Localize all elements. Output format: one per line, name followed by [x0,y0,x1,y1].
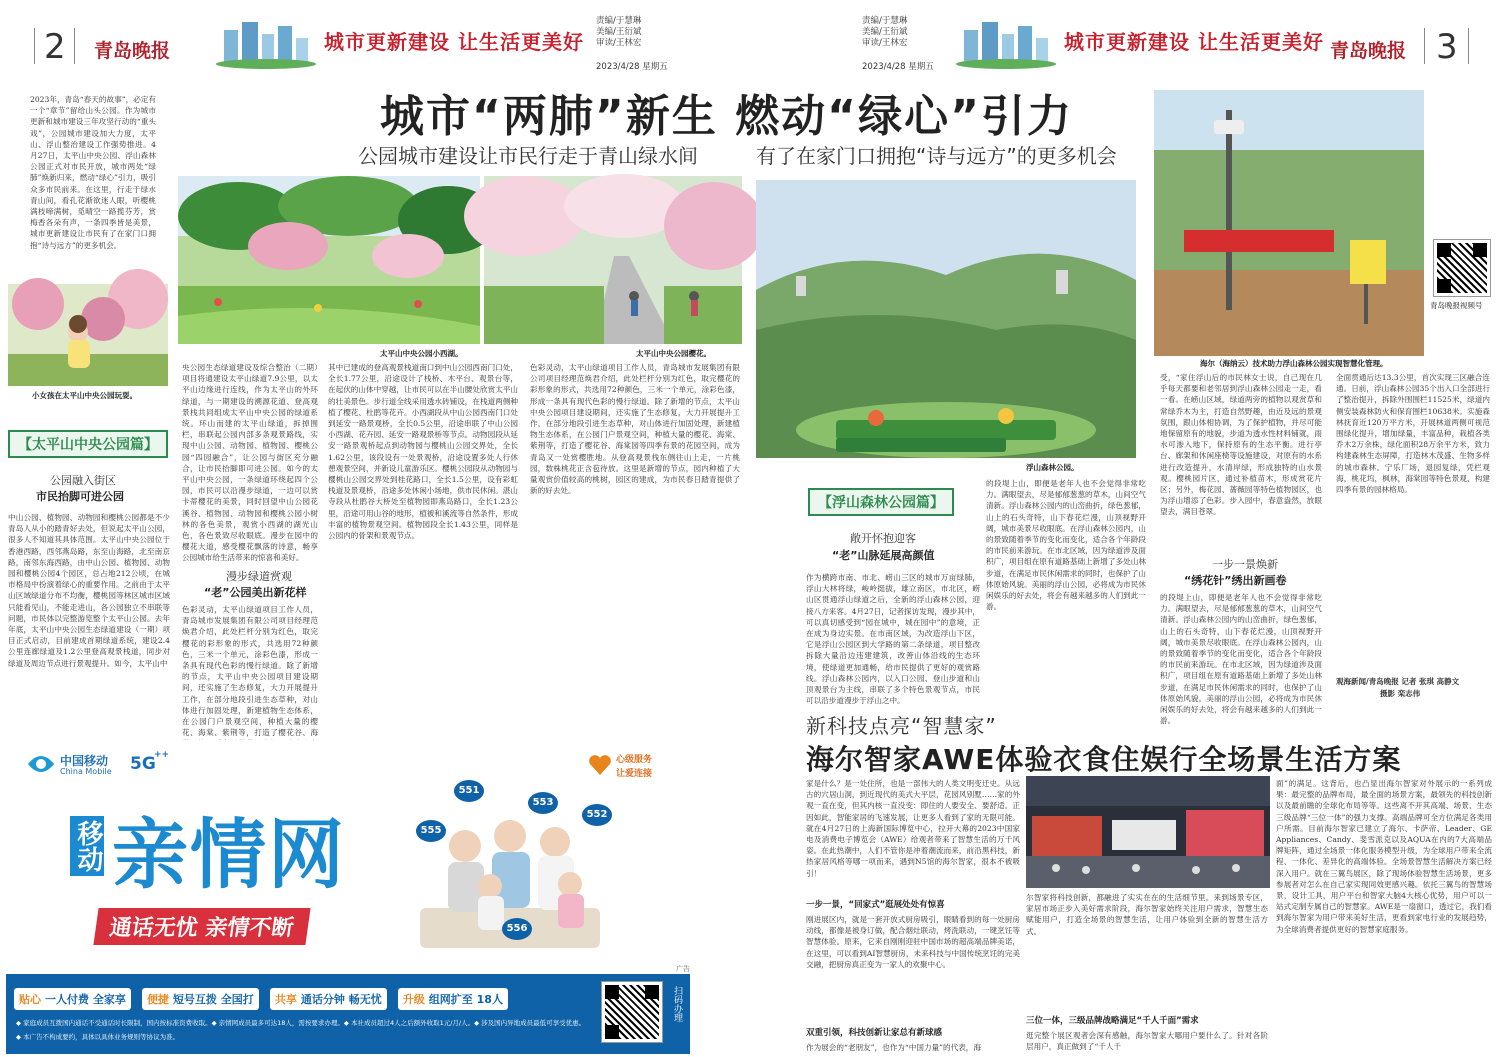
right-editors [862,16,907,49]
fushan-column-1: 作为横跨市南、市北、崂山三区的城市万亩绿肺，浮山大林将绿，峻岭挺拔，雄立南区，市北区，崂山区贯通浮山绿道之后，全新的浮山森林公园，迎接八方来客。4月27日，记者探访发现，漫步其中，可以真切感受到“园在城中，城在园中”的意境，正在成为身边实景。在市南区域，为改造浮山下区，它是浮山公园区到大学路的第二条绿道，项目整改拆除大量沿边违建建筑，改善山体沿线的生态环境，使绿道更加通畅，给市民提供了更好的观赏路线。浮山森林公园内，以入口公园、登山步道和山顶观景台为主线，串联了多个特色景观节点，市民可以沿步道漫步于浮山之中。 [806,573,980,706]
china-mobile-brand: 中国移动 [60,754,109,768]
right-page-number: 3 [1436,27,1458,67]
main-headline: 城市“两肺”新生 燃动“绿心”引力 [380,91,1073,142]
ad-feature-list [14,988,514,1010]
ad-feature-bar [6,974,690,1054]
ad-feature-text: 短号互拨 全国打 [172,993,254,1006]
ad-number-bubble: 551 [454,780,484,802]
ad-feature-tag: 便捷 [146,993,169,1006]
fushan-subhead-2b: “绣花针”绣出新画卷 [1184,574,1287,587]
ad-mark: 广告 [676,965,690,973]
fushan-column-2: 的段堤上山，即便是老年人也不会觉得非常吃力。满眼望去，尽是郁郁葱葱的草木，山间空气清新。浮山森林公园内的山峦曲折，绿色葱郁，山上的石头奇特，山下春花烂漫，山顶视野开阔，城市美景尽收眼底。在浮山森林公园内，山的景致随着季节的变化而变化，适合各个年龄段的市民前来游玩。在市北区域，因为绿道涉及面积广，项目组在原有道路基础上新增了多处山林步道，在满足市民休闲需求的同时，也保护了山体原始风貌。美丽的浮山公园，必将成为市民休闲娱乐的好去处，将会有越来越多的人们到此一游。 [986,479,1146,612]
right-banner-slogan: 城市更新建设 让生活更美好 [1064,30,1324,54]
taiping-column-2b: 色彩灵动，太平山绿道项目工作人员，青岛城市发展集团有限公司项目经理范焕君介绍，此处栏杆分别为红色，取完樱花的彩形象的形式，共选用72种颜色，三米一个单元，涂彩色漆，形成一条具有现代色彩的慢行绿道。除了新增的节点，太平山中央公园项目建设期间，还实施了生态修复，大力开展提升工作，在部分地段引进生态草种，对山体进行加固处理，新建植物生态体系，在公园门户景观空间，种植大量的樱花、海棠、紫荆等，打造了樱花谷、海 [182,605,318,738]
ad-qr-code[interactable] [602,982,662,1042]
ad-feature-tag: 升级 [402,993,425,1006]
right-banner-skyline-icon [954,20,1058,68]
subheadline-right: 有了在家门口拥抱“诗与远方”的更多机会 [756,144,1117,168]
ad-slogan-right-1: 心级服务 [616,755,653,765]
ad-number-bubble: 552 [582,804,612,826]
ad-number-bubble: 553 [528,792,558,814]
section-tag-taiping: 【太平山中央公园篇】 [8,430,168,458]
caption-cherry: 太平山中央公园樱花。 [636,349,711,358]
photo-child-in-park [8,284,168,386]
ad-feature-text: 通话分钟 畅无忧 [300,993,382,1006]
ad-feature-tag: 贴心 [19,993,41,1006]
right-page-number-divider [1424,28,1425,64]
awe-kicker: 新科技点亮“智慧家” [806,714,997,738]
left-banner-slogan: 城市更新建设 让生活更美好 [324,30,584,54]
caption-qr-right: 青岛晚报视频号 [1430,301,1483,310]
ad-feature-chip[interactable] [270,988,387,1010]
awe-subhead-1: 一步一景，“回家式”逛展处处有惊喜 [806,900,945,910]
editor-line: 审读/王林宏 [862,38,908,48]
photo-taiping-west-lake [178,176,480,344]
ad-feature-text: 一人付费 全家享 [45,993,126,1006]
center-editors-left [596,16,641,49]
ad-feature-text: 组网扩至 18人 [428,993,503,1006]
ad-feature-chip[interactable] [142,988,259,1010]
fushan-flowerbed-sign [836,438,1006,452]
editor-line: 责编/于慧琳 [862,16,908,26]
awe-column-1: 家是什么？是一处住所，也是一部伟大的人类文明变迁史。从远古的穴居山洞，到近现代的美式大平层，花园风别墅……家的外观一直在变，但其内核一直没变：即住的人要安全、要舒适。正因如此，智能家居的飞速发展，让更多人看到了家的无限可能。就在4月27日的上海新国际博览中心，拉开大幕的2023中国家电及消费电子博览会（AWE）给观者带来了智慧生活的万千风姿。在此热潮中，人们不管你是冲着潮流而来，前沿黑科技，新热家居风格等哪一项而来，遇到N5馆的海尔智家，很本不被吸引！ [806,779,1020,878]
ad-feature-tag: 共享 [274,993,297,1006]
ad-number-bubble: 555 [416,820,446,842]
caption-fushan: 浮山森林公园。 [1026,463,1079,472]
china-mobile-logo-icon [26,752,56,776]
photo-awe-expo-hall [1026,776,1270,888]
china-mobile-ad[interactable] [6,740,690,1054]
fushan-column-3b: 的段堤上山，即便是老年人也不会觉得非常吃力。满眼望去，尽是郁郁葱葱的草木，山间空气清新。浮山森林公园内的山峦曲折，绿色葱郁，山上的石头奇特，山下春花烂漫，山顶视野开阔，城市美景尽收眼底。在浮山森林公园内，山的景致随着季节的变化而变化，适合各个年龄段的市民前来游玩。在市北区域，因为绿道涉及面积广，项目组在原有道路基础上新增了多处山林步道，在满足市民休闲需求的同时，也保护了山体原始风貌。美丽的浮山公园，必将成为市民休闲娱乐的好去处，将会有越来越多的人们到此一游。 [1160,593,1322,726]
editor-line: 美编/王衍斌 [596,27,642,37]
right-date: 2023/4/28 星期五 [862,62,934,72]
taiping-column-1: 中山公园、植物园、动物园和樱桃公园都是不少青岛人从小的踏青好去处，但说起太平山公园，很多人不知道其具体范围。太平山中央公园位于香港西路，西邻燕岛路，东至山海路，北至南京路，南邻东海西路，由中山公园、植物园、动物园和樱桃公园4个园区，总占地212公顷，在城市格局中扮演着绿心的重要作用。之前由于太平山区域绿道分布不均衡，樱桃园等林区城市区域只能看见山，不能走进山，各公园独立不串联等问题，市民体以完整游览整个太平山公园。去年年底，太平山中央公园生态绿道建设（一期）项目正式启动，目前建成首期绿道系统，建设2.4公里连廊绿道及1.2公里登高观景栈道，同步对绿道及周边节点进行景观提升。如今，太平山中 [8,513,170,668]
photo-taiping-cherry [484,176,742,344]
left-page-number-divider-2 [74,28,75,64]
ad-feature-chip[interactable] [14,988,131,1010]
right-qr-code[interactable] [1434,240,1490,296]
awe-headline: 海尔智家AWE体验衣食住娱行全场景生活方案 [806,743,1402,776]
awe-column-3: 面”的满足。这背后，也凸显出海尔智家对外展示的一系列成果：最完整的品牌布局，最全面的场景方案，最领先的科技创新以及最前瞻的全球化布局等等。这些离不开其高端、场景、生态三级品牌“三位一体”的强力支撑。高端品牌可全方位满足各类用户所需。目前海尔智家已建立了海尔、卡萨帝、Leader、GE Appliances、Candy、斐雪派克以及AQUA在内的7大高端品牌矩阵，通过全场景一体化服务模型升级，为全球用户带来全流程、一体化、差异化的高端体验。全场景智慧生活解决方案已经深入用户。就在三翼鸟展区，除了现场体验智慧生活场景，更多参展者对怎么在自己家实现同效更感兴趣。依托三翼鸟的智慧场景，设计工具，用户平台和智家大脑4大核心优势，用户可以一站式定制专属自己的智慧家。AWE是一扇窗口，透过它，我们看到海尔智家为用户带来美好生活，更看到家电行业的发展趋势，为全球消费者提供更好的智慧家庭服务。 [1276,779,1492,934]
left-banner-skyline-icon [214,20,318,68]
center-date-left: 2023/4/28 星期五 [596,62,668,72]
ad-number-bubble: 556 [502,918,532,940]
taiping-column-4: 色彩灵动，太平山绿道项目工作人员，青岛城市发展集团有限公司项目经理范焕君介绍，此处栏杆分别为红色，取完樱花的彩形象的形式，共选用72种颜色，三米一个单元，涂彩色漆，形成一条具有现代色彩的慢行绿道。除了新增的节点，太平山中央公园项目建设期间，还实施了生态修复，大力开展提升工作，在部分地段引进生态草种，对山体进行加固处理，新建植物生态体系，在公园门户景观空间，种植大量的樱花、海棠、紫荆等，打造了樱花谷、海棠园等四季有景的花园空间，成为青岛又一处赏樱胜地。从登高观景栈东侧往山上走，一片桃园，数株桃花正含苞待放。这里是新增的节点，园内种植了大量观赏价值较高的桃树，园区的建成，为市民春日踏青提供了新的好去处。 [530,363,740,496]
fushan-subhead-2a: 一步一景焕新 [1212,558,1278,571]
ad-title-main: 亲情网 [112,810,346,899]
awe-column-2b: 逛完整个展区观者会深有感触，海尔智家大哪用户要什么了。针对各阶层用户，真正做到了“千人千 [1026,1031,1268,1052]
left-page-number-divider [34,28,35,64]
editor-line: 审读/王林宏 [596,38,642,48]
ad-title-small: 移动 [70,816,104,876]
awe-column-2: 尔智家将科技创新，都融进了实实在在的生活细节里。来到场景专区，家居市场正步入美好需求阶段，海尔智家始终关注用户需求，智慧生态赋能用户，打造全场景的智慧生活，让用户体验到全新的智慧生活方式。 [1026,893,1268,936]
caption-haier-fire: 海尔（海纳云）技术助力浮山森林公园实现智慧化管理。 [1200,359,1388,368]
taiping-column-2: 央公园生态绿道建设及综合整治（二期）项目将通建设太平山绿道7.9公里，以太平山边缘进行连线，作为太平山的外环绿道，与一期建设的溯源花道、登高观景栈共同组成太平山中央公园的绿道系统。环山而建的太平山绿道，拆掉围栏，串联起公园内部多条观景路线，实现中山公园、动物园、植物园、樱桃公园“四园融合”，让公园与街区充分融合，让市民抬脚即可进公园。如今的太平山中央公园，一条绿道环绕起四个公园，市民可以沿漫步绿道，一边可以赏卡蒂樱花的美景，同时回望中山公园花溪谷、植物园、动物园和樱桃公园小树林的各色美景，观赏小西湖的湖光山色，各色景致尽收眼底。漫步在园中的樱花大道，感受樱花飘落的诗意，畅享公园城市给生活带来的惊喜和美好。 [182,363,318,563]
photo-haier-fire-camera [1154,90,1424,356]
awe-subhead-2: 双重引领，科技创新让家总有新球感 [806,1028,943,1038]
heart-service-icon [588,754,612,776]
fushan-byline-2: 摄影 栾志伟 [1380,689,1421,698]
section-tag-fushan: 【浮山森林公园篇】 [808,488,954,516]
taiping-column-3: 其中已建成的登高观景栈道南口到中山公园西南门口处，全长1.77公里，沿途设计了栈桥、木平台、观景台等，在起伏的山体中穿越，让市民可以在半山腰处欣赏太平山的壮美景色。步行道全线采用透水砖铺设，在栈道两侧种植了樱花、杜鹃等花卉。小西湖段从中山公园西南门口处到延安一路景观桥，全长0.5公里，沿途串联了中山公园小西湖、花卉园、延安一路观景桥等节点。动物园段从延安一路景观桥起点到动物园与樱桃山公园交界处，全长1.62公里，该段设有一处景观桥，沿途设置多处人行休憩观景空间，并新设儿童游乐区。樱桃公园段从动物园与樱桃山公园交界处到桂花路口，全长1.5公里，设有彩虹栈道及景观桥，沿途多处休闲小场地，供市民休闲。湛山寺段从杜鹃谷大桥处至植物园即燕岛路口，全长1.23公里，沿途可用山谷的地形，植被和溪流等自然条件，形成丰富的植物景观空间。植物园段全长1.43公里，同样是公园内的骨架和景观节点。 [328,363,518,541]
taiping-subhead-1b: 市民抬脚可进公园 [36,490,124,503]
fushan-subhead-1a: 敞开怀抱迎客 [850,532,916,545]
subheadline-left: 公园城市建设让市民行走于青山绿水间 [358,144,698,168]
fushan-column-3: 受，“家住浮山后的市民林女士说，自己现在几乎每天都要和老邻居到浮山森林公园走一走，看一看。在崂山区域，绿道两旁的植物以观赏草和常绿乔木为主，打造自然野趣，由近及远的景观氛围，跟山体相协调，为了保护植物，并尽可能地保留原有的地貌，步道为透水性材料铺就，雨水可渗入地下，保持原有的生态平衡。进行亭台、廊架和休闲座椅等设施建设，对原有的水系进行改造提升，水清岸绿，形成独特的山水景观。樱桃园片区，通过补植苗木，形成赏花片区；另外，梅花园、蔷薇园等特色植物园区，也为浮山增添了色彩。步入园中，春意盎然，放眼望去，满目苍翠。 [1160,373,1322,517]
right-masthead: 青岛晚报 [1330,40,1407,62]
editor-line: 美编/王衍斌 [862,27,908,37]
awe-subhead-3: 三位一体，三级品牌战略满足“千人千面”需求 [1026,1016,1199,1026]
fushan-column-4: 全面贯通后达13.3公里，首次实现三区融合连通。日前，浮山森林公园35个出入口全部进行了整治提升，拆除外围围栏11525米，绿道内侧安装森林防火和保育围栏10638米。实施森林抚育近120万平方米，开展林道两侧可视范围绿化提升，增加绿量，丰富品种，栽植各类乔木2万余株，绿化面积28万余平方米，致力构建森林生态屏障，打造林木茂盛、生物多样的城市森林。宁乐厂场，退园复绿，凭栏观海，桃花坞，枫林，海棠园等特色景观，构建四季有景的园林格局。 [1336,373,1490,495]
ad-footnote-1: ◆ 家庭成员互拨国内通话不受通话时长限制，国内按标准资费收取。◆ 亲情网成员最多可达18人，需按要求办理。◆ 本社成员超过4人之后额外收取1元/月/人。◆ 涉及国内异地成员最低可享受优惠。 [16,1019,586,1027]
china-mobile-brand-en: China Mobile [60,767,112,776]
caption-child: 小女孩在太平山中央公园玩耍。 [32,391,137,400]
ad-tagline: 通话无忧 亲情不断 [93,908,310,945]
left-page-number: 2 [44,27,66,67]
fushan-subhead-1b: “老”山脉延展高颜值 [832,549,935,562]
5g-plus-tag: ++ [154,750,170,760]
ad-feature-chip[interactable] [398,988,508,1010]
taiping-subhead-2b: “老”公园美出新花样 [204,586,307,599]
ad-footnote-2: ◆ 本广告不构成要约，具体以具体业务规则等协议为准。 [16,1033,180,1041]
fushan-byline: 观海新闻/青岛晚报 记者 张琪 高静文 [1336,677,1460,686]
awe-column-1b: 刚进展区内，就是一套开放式厨房吸引，眼睛看到的每一处厨房动线，都像是被身订做，配合烟灶联动，烤洗联动，一键烹饪等智慧体验。原来，它来自刚刚迎驻中国市场的超高端品牌美诺，在这里，可以看到AI智慧厨房，未来科技与中国传统烹饪的完美交融，把厨房真正变为一家人的欢聚中心。 [806,915,1020,969]
5g-tag: 5G [130,754,156,774]
right-page-number-divider-2 [1468,28,1469,64]
ad-qr-label: 扫码办理 [672,986,682,1022]
photo-fushan-park [756,180,1136,458]
caption-west-lake: 太平山中央公园小西湖。 [380,349,463,358]
left-masthead: 青岛晚报 [94,40,171,62]
taiping-subhead-2a: 漫步绿道赏观 [226,570,292,583]
intro-paragraph: 2023年，青岛“春天的故事”，必定有一个“章节”留给山头公园。作为城市更新和城市建设三年攻坚行动的“重头戏”，公园城市建设加大力度，太平山、浮山整治建设工作强势推进。4月27日，太平山中央公园、浮山森林公园正式对市民开放，城市两处“绿肺”焕新归来，燃动“绿心”引力，吸引众多市民前来。在这里，行走于绿水青山间，看孔花渐欲迷人眼，听樱桃满枝啼满树，觅晴空一路揽芬芳，赏梅香各朵有声，一条四季皆是美景，城市更新建设让市民有了在家门口拥抱“诗与远方”的更多机会。 [30,95,156,250]
ad-slogan-right-2: 让爱连接 [616,769,653,779]
taiping-subhead-1a: 公园融入街区 [50,474,116,487]
awe-column-1c: 作为展会的“老朋友”，也作为“中国力量”的代表，海 [806,1043,981,1052]
editor-line: 责编/于慧琳 [596,16,642,26]
